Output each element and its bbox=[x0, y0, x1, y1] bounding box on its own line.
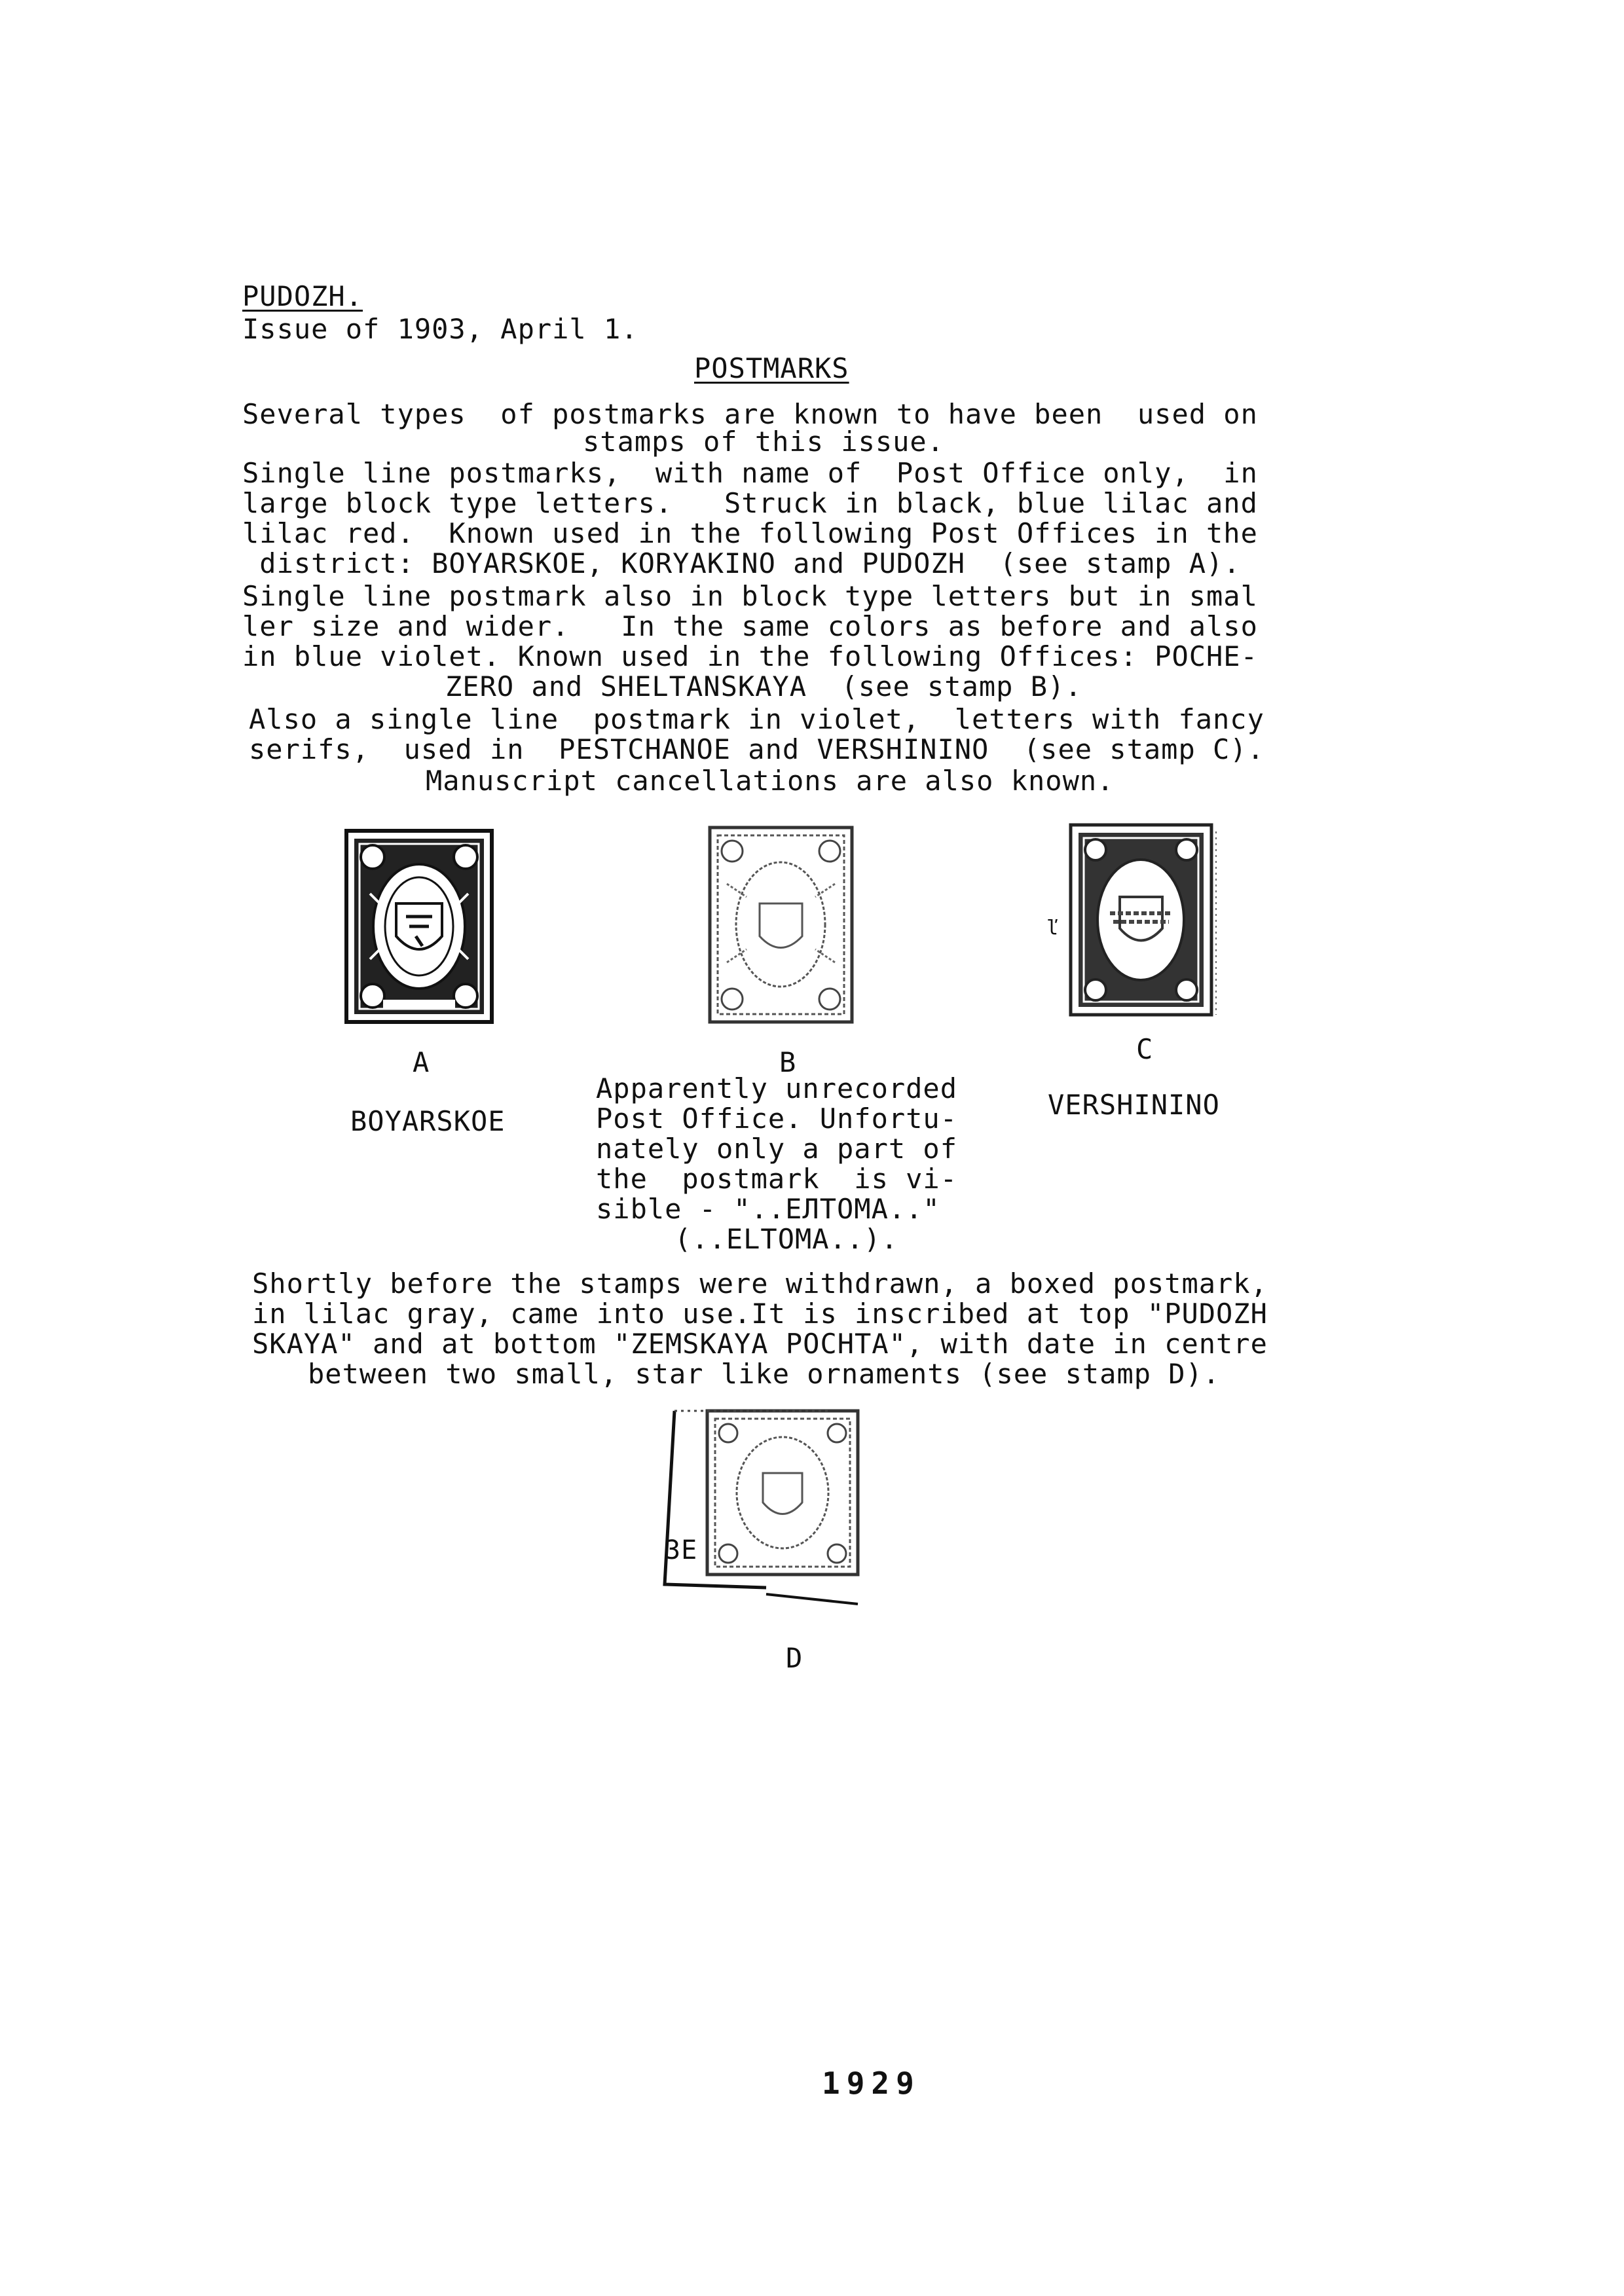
paragraph-line: SKAYA" and at bottom "ZEMSKAYA POCHTA", with date in centre bbox=[252, 1328, 1268, 1360]
stamp-d-cancel-fragment: 3E bbox=[665, 1535, 698, 1565]
stamp-b-image bbox=[707, 825, 855, 1025]
paragraph-line: in lilac gray, came into use.It is inscribed at top "PUDOZH bbox=[252, 1298, 1268, 1330]
stamp-b-caption-line: the postmark is vi- bbox=[596, 1163, 958, 1195]
stamp-b-caption-line: (..ELTOMA..). bbox=[674, 1223, 898, 1255]
page-number: 1929 bbox=[822, 2066, 921, 2101]
paragraph-line: ler size and wider. In the same colors as before and also bbox=[242, 610, 1258, 642]
stamp-d-image bbox=[635, 1404, 897, 1614]
stamp-c-image bbox=[1064, 818, 1225, 1028]
stamp-b-caption-line: sible - "..EЛTOMA.." bbox=[596, 1193, 940, 1225]
paragraph-line: large block type letters. Struck in black, blue lilac and bbox=[242, 487, 1258, 519]
paragraph-line: Several types of postmarks are known to have been used on bbox=[242, 398, 1258, 430]
issue-line: Issue of 1903, April 1. bbox=[242, 313, 638, 345]
section-heading: POSTMARKS bbox=[694, 352, 849, 384]
paragraph-line: Shortly before the stamps were withdrawn, a boxed postmark, bbox=[252, 1267, 1268, 1300]
paragraph-line: Also a single line postmark in violet, letters with fancy bbox=[249, 703, 1264, 735]
page-title: PUDOZH. bbox=[242, 280, 363, 312]
stamp-a-caption: BOYARSKOE bbox=[350, 1105, 506, 1137]
stamp-a-letter: A bbox=[413, 1046, 430, 1078]
paragraph-line: Manuscript cancellations are also known. bbox=[426, 765, 1115, 797]
paragraph-line: serifs, used in PESTCHANOE and VERSHININO (see stamp C). bbox=[249, 733, 1264, 765]
stamp-b-caption-line: Apparently unrecorded bbox=[596, 1072, 958, 1104]
stamp-d-letter: D bbox=[786, 1642, 803, 1674]
paragraph-line: between two small, star like ornaments (see stamp D). bbox=[308, 1358, 1221, 1390]
paragraph-line: Single line postmarks, with name of Post Office only, in bbox=[242, 457, 1258, 489]
paragraph-line: in blue violet. Known used in the following Offices: POCHE- bbox=[242, 640, 1258, 672]
paragraph-line: district: BOYARSKOE, KORYAKINO and PUDOZH (see stamp A). bbox=[242, 547, 1241, 579]
paragraph-line: Single line postmark also in block type letters but in smal bbox=[242, 580, 1258, 612]
paragraph-line: lilac red. Known used in the following Post Offices in the bbox=[242, 517, 1258, 549]
paragraph-line: stamps of this issue. bbox=[583, 426, 945, 458]
stamp-b-caption-line: Post Office. Unfortu- bbox=[596, 1102, 958, 1135]
stamp-b-letter: B bbox=[779, 1046, 797, 1078]
stamp-a-image bbox=[344, 828, 494, 1025]
paragraph-line: ZERO and SHELTANSKAYA (see stamp B). bbox=[445, 670, 1082, 702]
stamp-c-cancel-fragment: ľ bbox=[1046, 917, 1060, 939]
stamp-b-caption-line: nately only a part of bbox=[596, 1133, 958, 1165]
stamp-c-letter: C bbox=[1136, 1033, 1154, 1065]
stamp-c-caption: VERSHININO bbox=[1048, 1089, 1220, 1121]
